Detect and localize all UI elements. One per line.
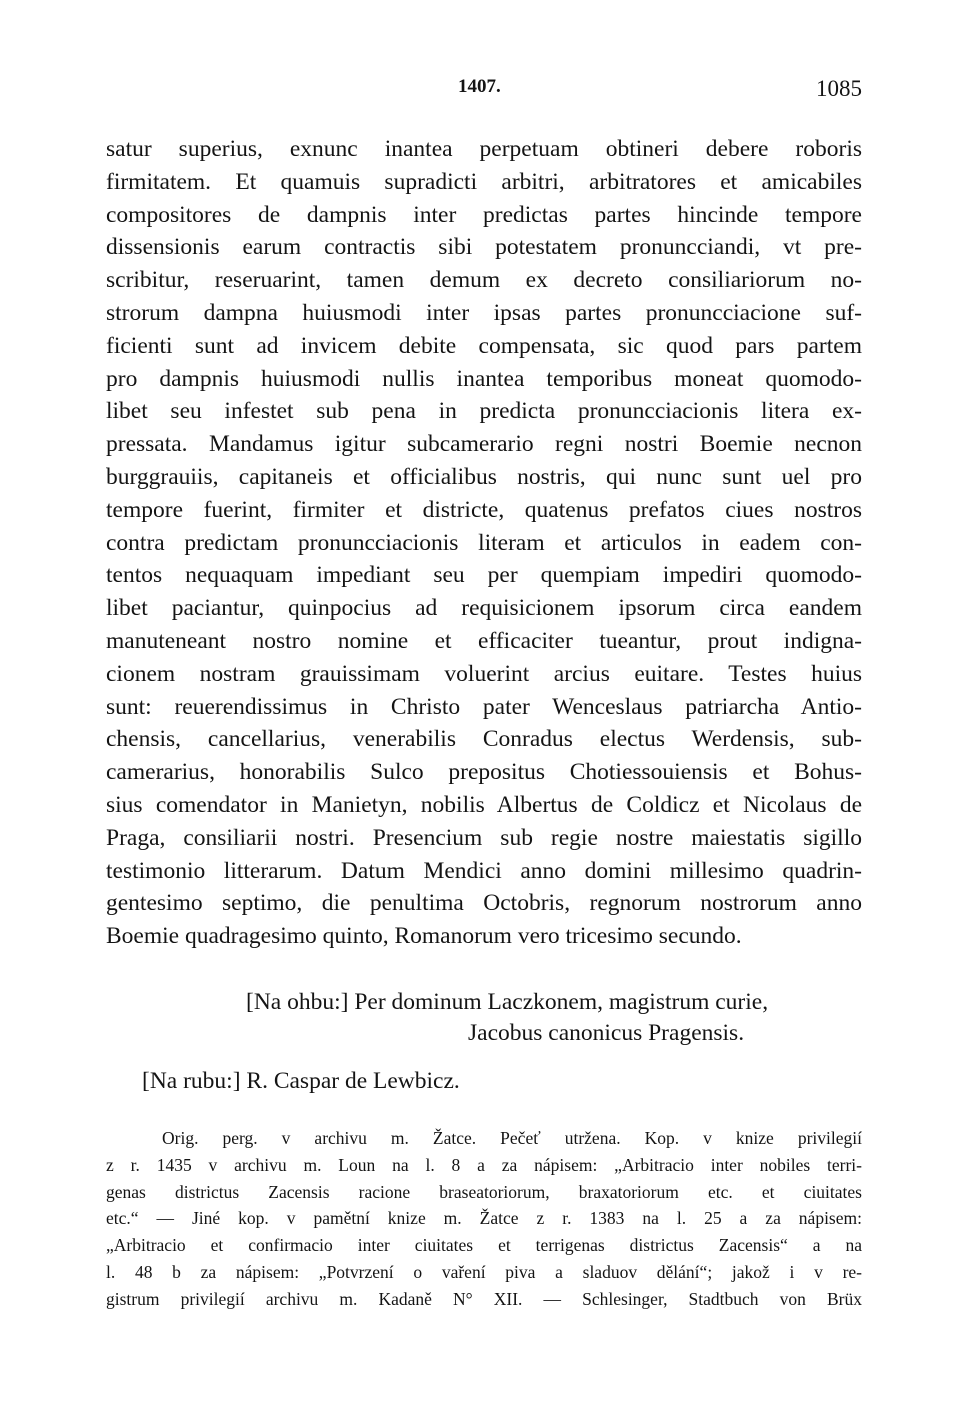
text-line: tentos nequaquam impediant seu per quempiam impediri quomodo- [106, 562, 862, 589]
text-line: sius comendator in Manietyn, nobilis Albertus de Coldicz et Nicolaus de [106, 791, 862, 818]
main-text [106, 133, 862, 953]
text-line: contra predictam pronuncciacionis literam et articulos in eadem con- [106, 529, 862, 556]
text-line: satur superius, exnunc inantea perpetuam obtineri debere roboris [106, 136, 862, 162]
note-line: „Arbitracio et confirmacio inter ciuitates et terrigenas districtus Zacensis“ a na [106, 1235, 862, 1256]
signature-fold [106, 985, 862, 1019]
text-line: pro dampnis huiusmodi nullis inantea temporibus moneat quomodo- [106, 365, 862, 392]
text-line: sunt: reuerendissimus in Christo pater Wenceslaus patriarcha Antio- [106, 693, 862, 720]
text-line: gentesimo septimo, die penultima Octobris, regnorum nostrorum anno [106, 890, 862, 917]
text-line: camerarius, honorabilis Sulco prepositus Chotiessouiensis et Bohus- [106, 759, 862, 786]
header-year: 1407. [458, 76, 501, 97]
signature-reverse [106, 1064, 862, 1098]
signature-reverse-text: [Na rubu:] R. Caspar de Lewbicz. [142, 1068, 460, 1094]
text-line: Praga, consiliarii nostri. Presencium sub regie nostre maiestatis sigillo [106, 824, 862, 851]
text-line: cionem nostram grauissimam voluerint arcius euitare. Testes huius [106, 660, 862, 687]
text-line: ficienti sunt ad invicem debite compensata, sic quod pars partem [106, 332, 862, 359]
note-line: Orig. perg. v archivu m. Žatce. Pečeť utržena. Kop. v knize privilegií [162, 1128, 862, 1148]
text-line: strorum dampna huiusmodi inter ipsas partes pronuncciacione suf- [106, 299, 862, 326]
source-notes [106, 1125, 862, 1313]
page-header [106, 76, 862, 106]
note-line: etc.“ — Jiné kop. v pamětní knize m. Žatce z r. 1383 na l. 25 a za nápisem: [106, 1208, 862, 1229]
text-line: compositores de dampnis inter predictas partes hincinde tempore [106, 201, 862, 228]
text-line: testimonio litterarum. Datum Mendici anno domini millesimo quadrin- [106, 857, 862, 884]
text-line: firmitatem. Et quamuis supradicti arbitri, arbitratores et amicabiles [106, 168, 862, 195]
text-line: pressata. Mandamus igitur subcamerario regni nostri Boemie necnon [106, 431, 862, 458]
signature-fold-continued-text: Jacobus canonicus Pragensis. [468, 1020, 745, 1046]
text-line: scribitur, reseruarint, tamen demum ex decreto consiliariorum no- [106, 267, 862, 294]
note-line: l. 48 b za nápisem: „Potvrzení o vaření piva a sladuov dělání“; jakož i v re- [106, 1261, 862, 1282]
text-line: libet paciantur, quinpocius ad requisicionem ipsorum circa eandem [106, 595, 862, 622]
text-line: dissensionis earum contractis sibi potestatem pronuncciandi, vt pre- [106, 234, 862, 261]
text-line-last: Boemie quadragesimo quinto, Romanorum vero tricesimo secundo. [106, 923, 742, 950]
text-line: chensis, cancellarius, venerabilis Conradus electus Werdensis, sub- [106, 726, 862, 753]
page-number: 1085 [816, 76, 862, 101]
text-line: tempore fuerint, firmiter et districte, quatenus prefatos ciues nostros [106, 496, 862, 523]
note-line: gistrum privilegií archivu m. Kadaně N° XII. — Schlesinger, Stadtbuch von Brüx [106, 1288, 862, 1309]
text-line: libet seu infestet sub pena in predicta pronuncciacionis litera ex- [106, 398, 862, 425]
text-line: burggrauiis, capitaneis et officialibus nostris, qui nunc sunt uel pro [106, 463, 862, 490]
note-line: genas districtus Zacensis racione braseatoriorum, braxatoriorum etc. et ciuitates [106, 1181, 862, 1202]
signature-fold-text: [Na ohbu:] Per dominum Laczkonem, magistrum curie, [246, 989, 769, 1015]
signature-fold-continued [106, 1016, 862, 1050]
note-line: z r. 1435 v archivu m. Loun na l. 8 a za nápisem: „Arbitracio inter nobiles terri- [106, 1154, 862, 1175]
text-line: manuteneant nostro nomine et efficaciter tueantur, prout indigna- [106, 627, 862, 654]
